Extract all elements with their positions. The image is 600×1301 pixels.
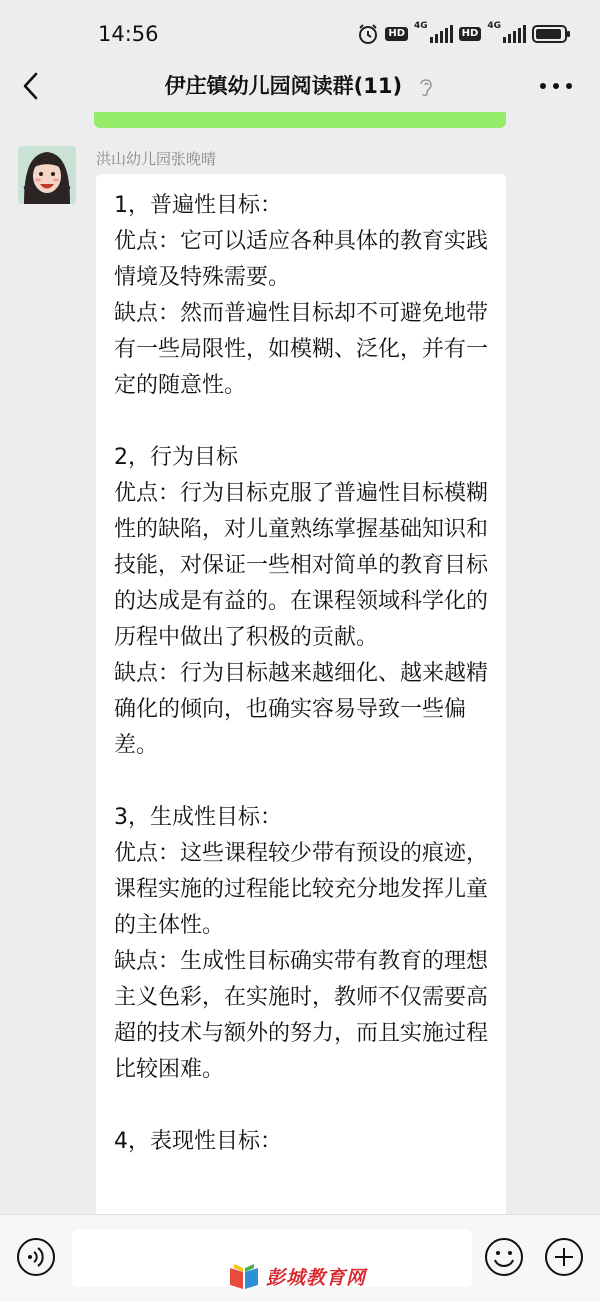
signal-icon-2 — [503, 25, 526, 43]
message-line: 优点：它可以适应各种具体的教育实践情境及特殊需要。 — [114, 229, 489, 290]
sender-name: 洪山幼儿园张晚晴 — [96, 150, 217, 168]
status-time: 14:56 — [98, 22, 159, 46]
chat-title — [0, 70, 600, 100]
emoji-icon[interactable] — [484, 1237, 524, 1277]
more-icon[interactable] — [538, 78, 574, 94]
watermark — [228, 1262, 366, 1290]
avatar[interactable] — [18, 146, 76, 204]
message-line: 缺点：行为目标越来越细化、越来越精确化的倾向，也确实容易导致一些偏差。 — [114, 661, 489, 758]
chat-title-text: 伊庄镇幼儿园阅读群(11) — [164, 74, 403, 98]
status-icons — [357, 20, 572, 48]
ear-icon — [417, 76, 435, 98]
message-line: 优点：这些课程较少带有预设的痕迹，课程实施的过程能比较充分地发挥儿童的主体性。 — [114, 841, 489, 938]
signal-icon-1 — [430, 25, 453, 43]
nav-bar — [0, 62, 600, 112]
message-line: 优点：行为目标克服了普遍性目标模糊性的缺陷，对儿童熟练掌握基础知识和技能，对保证一些相对简单的教育目标的达成是有益的。在课程领域科学化的历程中做出了积极的贡献。 — [114, 481, 489, 650]
message-line: 4，表现性目标： — [114, 1129, 282, 1154]
alarm-icon — [357, 23, 379, 45]
voice-icon[interactable] — [16, 1237, 56, 1277]
network-label-1: 4G — [414, 20, 428, 31]
book-logo-icon — [228, 1262, 260, 1290]
message-line: 缺点：生成性目标确实带有教育的理想主义色彩，在实施时，教师不仅需要高超的技术与额外的努力，而且实施过程比较困难。 — [114, 949, 489, 1082]
message-line: 2，行为目标 — [114, 445, 238, 470]
hd-badge-2: HD — [459, 27, 482, 41]
paragraph-gap — [114, 404, 492, 440]
paragraph-gap — [114, 1088, 492, 1124]
plus-icon[interactable] — [544, 1237, 584, 1277]
message-line: 3，生成性目标： — [114, 805, 282, 830]
status-bar — [0, 0, 600, 62]
message-line: 1，普遍性目标： — [114, 193, 282, 218]
network-label-2: 4G — [487, 20, 501, 31]
paragraph-gap — [114, 764, 492, 800]
previous-message-bubble[interactable] — [94, 112, 506, 128]
hd-badge-1: HD — [385, 27, 408, 41]
message-bubble[interactable] — [96, 174, 506, 1234]
watermark-text: 彭城教育网 — [266, 1266, 367, 1289]
message-line: 缺点：然而普遍性目标却不可避免地带有一些局限性，如模糊、泛化，并有一定的随意性。 — [114, 301, 489, 398]
battery-icon — [532, 24, 572, 44]
